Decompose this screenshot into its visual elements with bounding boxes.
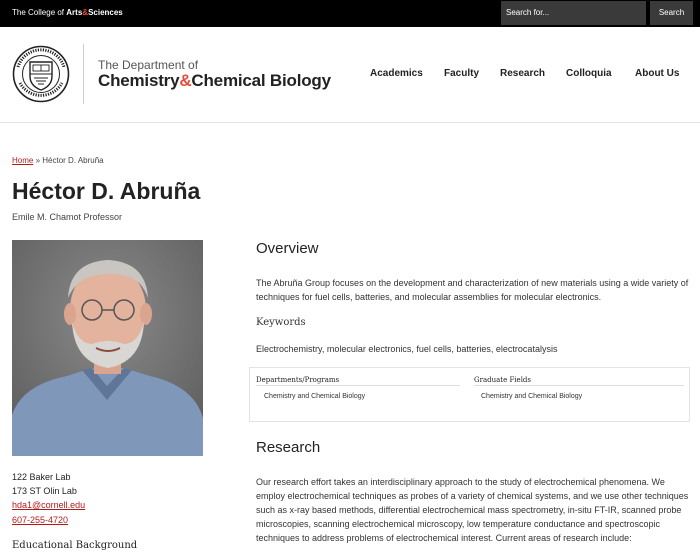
cornell-seal-icon[interactable] bbox=[12, 45, 70, 103]
department-prefix[interactable]: The Department of bbox=[98, 58, 199, 72]
departments-header: Departments/Programs bbox=[256, 376, 340, 384]
breadcrumb-home-link[interactable]: Home bbox=[12, 156, 34, 165]
college-sciences: Sciences bbox=[88, 8, 123, 17]
nav-academics[interactable]: Academics bbox=[370, 68, 423, 79]
research-text: Our research effort takes an interdisciplinary approach to the study of electrochemical phenomena. We employ electrochemical techniques as probes of a variety of chemical systems, and we use other techniques such as x-ray based methods, differential electrochemical mass spectrometry, in-situ FT-IR, scanned probe microscopies, scanning electrochemical microscopy, low temperature conductance and spectroscopic techniques to address problems of electrochemical interest. Current areas of research include: bbox=[256, 477, 689, 543]
college-prefix: The College of bbox=[12, 8, 67, 17]
college-arts: Arts bbox=[66, 8, 83, 17]
logo-divider bbox=[83, 44, 84, 104]
phone-link[interactable]: 607-255-4720 bbox=[12, 515, 69, 525]
graduate-fields-header: Graduate Fields bbox=[474, 376, 532, 384]
research-heading: Research bbox=[256, 439, 321, 456]
email-link[interactable]: hda1@cornell.edu bbox=[12, 500, 86, 510]
nav-faculty[interactable]: Faculty bbox=[444, 68, 480, 79]
profile-title: Emile M. Chamot Professor bbox=[12, 212, 123, 222]
office-baker-lab: 122 Baker Lab bbox=[12, 472, 71, 482]
search-button[interactable]: Search bbox=[650, 1, 693, 25]
college-link[interactable] bbox=[12, 8, 123, 17]
department-bio: Chemical Biology bbox=[191, 71, 331, 90]
office-olin-lab: 173 ST Olin Lab bbox=[12, 486, 77, 496]
department-value[interactable]: Chemistry and Chemical Biology bbox=[264, 393, 366, 400]
department-chem: Chemistry bbox=[98, 71, 180, 90]
header-divider bbox=[0, 122, 700, 123]
profile-photo bbox=[12, 240, 203, 456]
keywords-text: Electrochemistry, molecular electronics, fuel cells, batteries, electrocatalysis bbox=[256, 344, 558, 354]
college-amp: & bbox=[82, 8, 89, 17]
department-name[interactable] bbox=[98, 71, 331, 91]
nav-colloquia[interactable]: Colloquia bbox=[566, 68, 612, 79]
overview-text: The Abruña Group focuses on the development and characterization of new materials using a wide variety of techniques for fuel cells, batteries, and molecular assemblies for molecular electronics. bbox=[256, 278, 689, 302]
nav-research[interactable]: Research bbox=[500, 68, 546, 79]
overview-heading: Overview bbox=[256, 240, 319, 257]
breadcrumb-current: Héctor D. Abruña bbox=[42, 156, 104, 165]
department-amp: & bbox=[179, 71, 192, 90]
breadcrumb bbox=[12, 156, 104, 165]
breadcrumb-separator: » bbox=[33, 156, 43, 165]
education-heading: Educational Background bbox=[12, 540, 138, 551]
table-divider bbox=[474, 385, 684, 386]
nav-about-us[interactable]: About Us bbox=[635, 68, 680, 79]
graduate-field-value[interactable]: Chemistry and Chemical Biology bbox=[481, 393, 583, 400]
table-divider bbox=[256, 385, 460, 386]
page-title: Héctor D. Abruña bbox=[12, 178, 201, 204]
search-input[interactable]: Search for... bbox=[501, 1, 646, 25]
keywords-heading: Keywords bbox=[256, 317, 306, 328]
